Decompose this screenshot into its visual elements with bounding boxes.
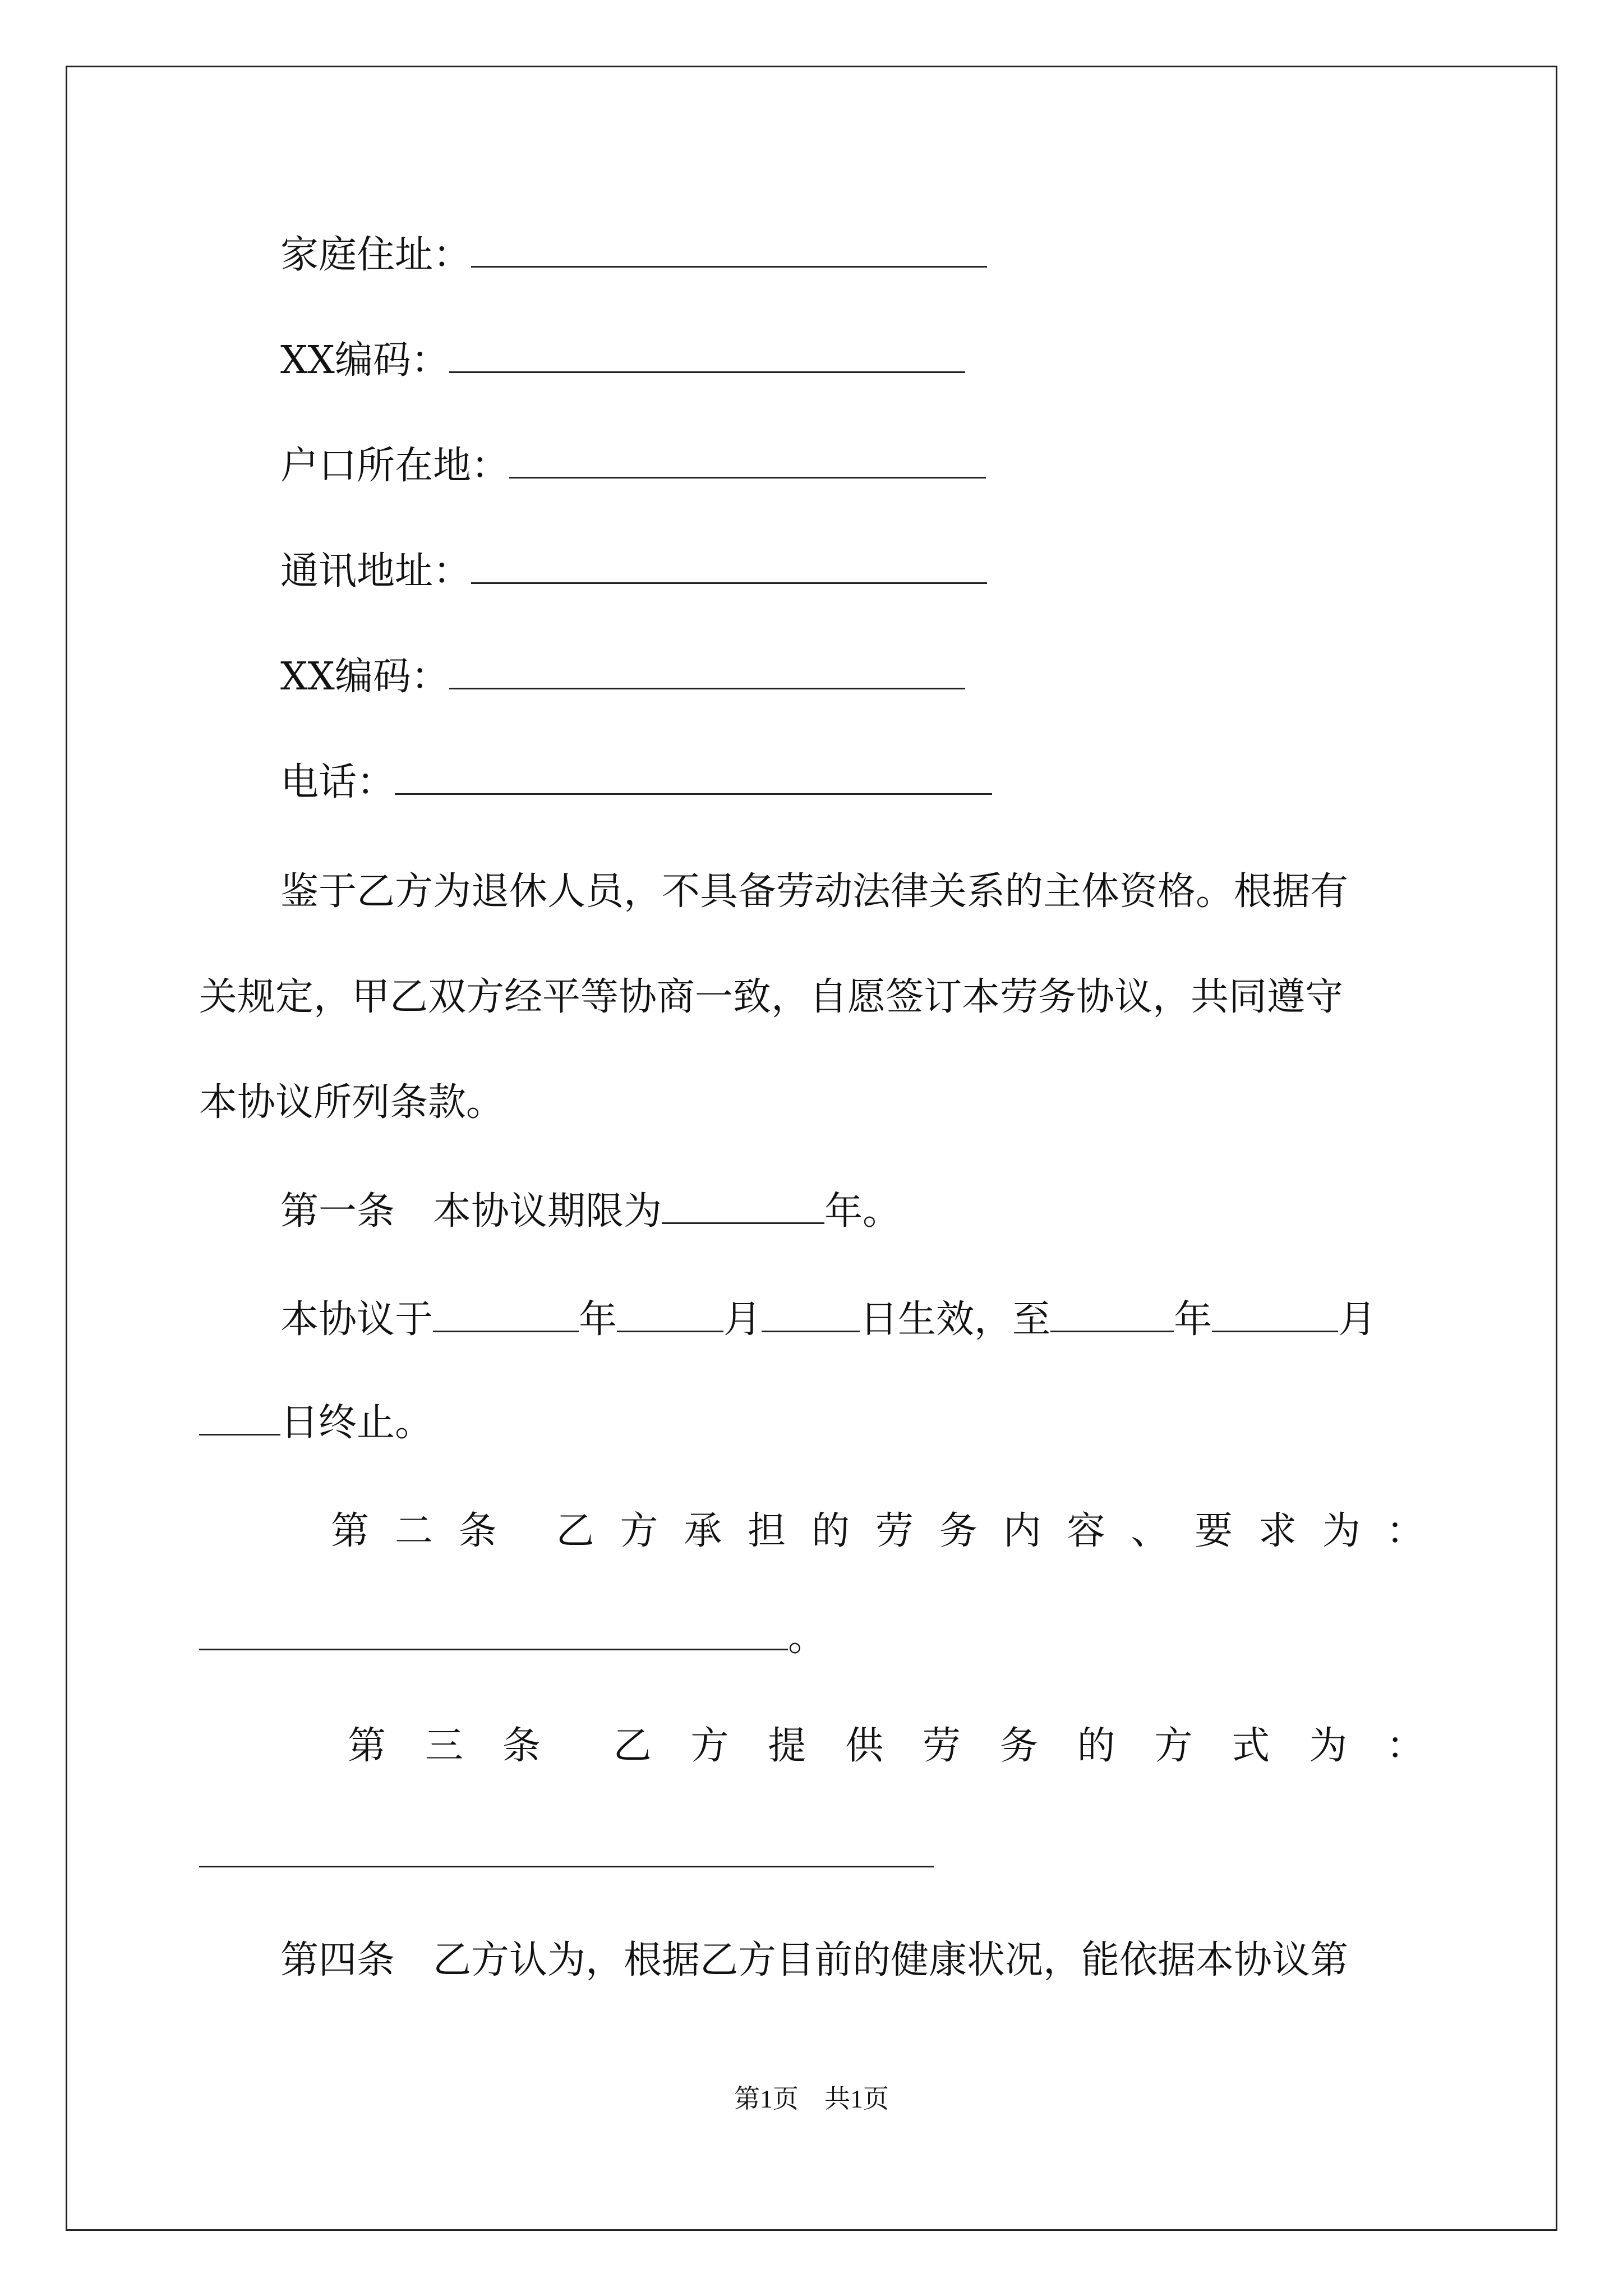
- hukou-row: [280, 441, 986, 491]
- article-3-heading-char: 供: [845, 1724, 884, 1768]
- mailing-address-label: 通讯地址：: [280, 549, 472, 593]
- termination-text: 日终止。: [280, 1401, 434, 1445]
- article-3-heading-char: 第: [348, 1724, 386, 1768]
- preamble-line-3: 本协议所列条款。: [199, 1080, 505, 1125]
- article-3-field-row: [199, 1830, 934, 1880]
- article-2-heading-char: 承: [684, 1509, 722, 1553]
- page-footer: [0, 2082, 1623, 2116]
- article-3-heading-char: 劳: [922, 1724, 961, 1768]
- article-1-suffix: 年。: [824, 1189, 901, 1234]
- article-2-heading-char: 乙: [556, 1509, 594, 1553]
- end-month-field[interactable]: [1212, 1298, 1338, 1332]
- article-3-heading-char: 三: [425, 1724, 463, 1768]
- article-1: [280, 1186, 901, 1237]
- article-2-heading-char: 条: [458, 1509, 497, 1553]
- postal-code-field-1[interactable]: [449, 339, 965, 373]
- article-2-heading-char: 担: [748, 1509, 786, 1553]
- effective-text: 日生效，至: [860, 1297, 1051, 1342]
- article-2-heading-char: 的: [811, 1509, 850, 1553]
- start-year-unit: 年: [579, 1297, 617, 1342]
- phone-row: [280, 757, 992, 808]
- start-year-field[interactable]: [433, 1298, 579, 1332]
- mailing-address-field[interactable]: [471, 550, 987, 584]
- article-2-heading-char: 求: [1258, 1509, 1297, 1553]
- article-2-heading-char: 内: [1003, 1509, 1041, 1553]
- article-2-end: 。: [788, 1616, 827, 1660]
- term-line-2: [199, 1398, 433, 1448]
- end-day-field[interactable]: [199, 1401, 280, 1435]
- start-month-unit: 月: [723, 1297, 762, 1342]
- home-address-row: [280, 230, 987, 280]
- postal-code-label-2: XX编码：: [280, 655, 449, 699]
- end-year-unit: 年: [1174, 1297, 1212, 1342]
- start-month-field[interactable]: [617, 1298, 723, 1332]
- page-border: [66, 66, 1557, 2231]
- home-address-label: 家庭住址：: [280, 233, 472, 277]
- article-2-heading-char: 为: [1322, 1509, 1361, 1553]
- term-prefix: 本协议于: [280, 1297, 434, 1342]
- hukou-field[interactable]: [509, 444, 986, 478]
- hukou-label: 户口所在地：: [280, 444, 510, 488]
- phone-label: 电话：: [280, 760, 395, 804]
- article-2-field-row: [199, 1613, 826, 1663]
- start-day-field[interactable]: [762, 1298, 860, 1332]
- article-2-heading-char: 方: [620, 1509, 658, 1553]
- postal-code-field-2[interactable]: [449, 655, 965, 689]
- mailing-address-row: [280, 546, 987, 597]
- article-3-heading-char: 提: [768, 1724, 806, 1768]
- article-3-heading-char: 乙: [613, 1724, 652, 1768]
- article-2-heading-char: 要: [1195, 1509, 1233, 1553]
- article-3-heading-char: 条: [502, 1724, 541, 1768]
- article-2-content-field[interactable]: [199, 1616, 788, 1650]
- article-3-heading: [348, 1721, 1424, 1772]
- article-3-heading-char: 务: [999, 1724, 1038, 1768]
- article-3-method-field[interactable]: [199, 1833, 934, 1867]
- home-address-field[interactable]: [471, 233, 987, 268]
- phone-field[interactable]: [395, 761, 992, 795]
- preamble-line-2: 关规定，甲乙双方经平等协商一致，自愿签订本劳务协议，共同遵守: [199, 975, 1344, 1019]
- postal-code-row-2: [280, 652, 965, 702]
- article-2-heading-char: 二: [394, 1509, 433, 1553]
- page-number: 第1页: [734, 2085, 799, 2113]
- article-2-heading-char: 劳: [875, 1509, 914, 1553]
- term-years-field[interactable]: [662, 1190, 824, 1224]
- page-total: 共1页: [824, 2085, 889, 2113]
- article-2-heading-char: 、: [1131, 1509, 1169, 1553]
- term-line: [280, 1295, 1376, 1345]
- article-3-heading-char: 式: [1232, 1724, 1270, 1768]
- article-3-heading-char: 方: [690, 1724, 729, 1768]
- preamble-line-1: 鉴于乙方为退休人员，不具备劳动法律关系的主体资格。根据有: [280, 869, 1349, 914]
- article-3-heading-char: 的: [1077, 1724, 1115, 1768]
- article-3-heading-char: 方: [1154, 1724, 1193, 1768]
- end-year-field[interactable]: [1050, 1298, 1174, 1332]
- article-3-heading-char: 为: [1309, 1724, 1348, 1768]
- article-4: 第四条 乙方认为，根据乙方目前的健康状况，能依据本协议第: [280, 1938, 1349, 1982]
- article-2-heading-char: ：: [1386, 1509, 1424, 1553]
- postal-code-label-1: XX编码：: [280, 338, 449, 383]
- end-month-unit: 月: [1338, 1297, 1377, 1342]
- article-1-text: 第一条 本协议期限为: [280, 1189, 662, 1234]
- article-2-heading-char: 第: [331, 1509, 370, 1553]
- article-2-heading-char: 务: [939, 1509, 978, 1553]
- article-3-heading-char: ：: [1386, 1724, 1424, 1768]
- postal-code-row-1: [280, 335, 965, 386]
- article-2-heading-char: 容: [1067, 1509, 1105, 1553]
- article-2-heading: [331, 1506, 1424, 1557]
